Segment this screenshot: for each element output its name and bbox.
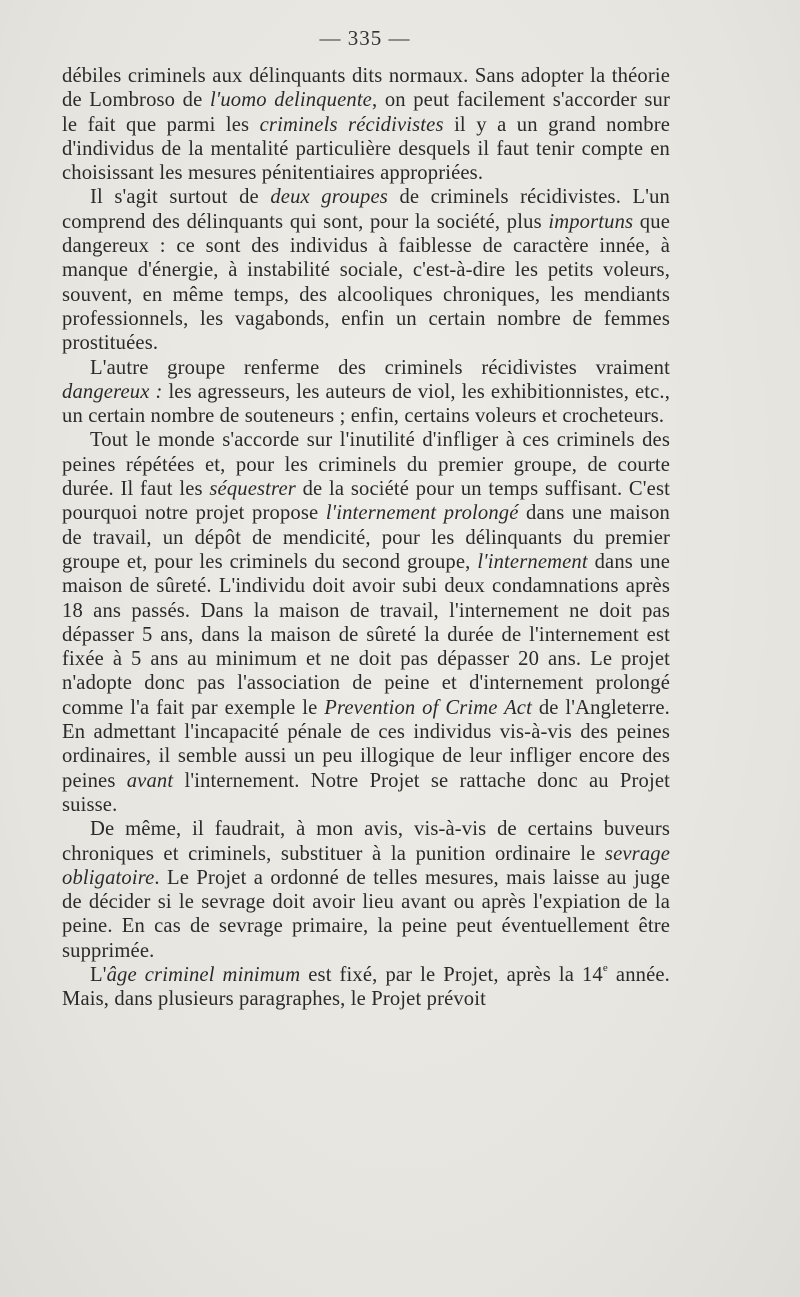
text-run: Il s'agit surtout de	[90, 186, 271, 209]
italic-text: criminels récidivistes	[259, 113, 444, 136]
text-run: dans une maison de sûreté. L'individu doit avoir subi deux condamnations après 18 ans passés. Dans la maison de travail, l'internement ne doit pas dépasser 5 ans, dans la maison de sûreté la durée de l'internement est fixée à 5 ans au minimum et ne doit pas dépasser 20 ans. Le projet n'adopte donc pas l'association de peine et d'internement prolongé comme l'a fait par exemple le	[62, 550, 670, 719]
text-run: que dangereux : ce sont des individus à faiblesse de caractère innée, à manque d'énergie, à instabilité sociale, c'est-à-dire les petits voleurs, souvent, en même temps, des alcooliques chroniques, les mendiants professionnels, les vagabonds, enfin un certain nombre de femmes prostituées.	[62, 210, 670, 355]
page-number: — 335 —	[319, 26, 411, 50]
italic-text: importuns	[548, 210, 634, 233]
text-run: L'autre groupe renferme des criminels récidivistes vraiment	[90, 356, 670, 379]
body-text	[62, 64, 670, 1012]
italic-text: avant	[126, 769, 174, 792]
italic-text: séquestrer	[209, 478, 296, 501]
text-run: . Le Projet a ordonné de telles mesures, mais laisse au juge de décider si le sevrage doit avoir lieu avant ou après l'expiation de la peine. En cas de sevrage primaire, la peine peut éventuellement être supprimée.	[62, 866, 670, 962]
italic-text: l'internement prolongé	[325, 502, 519, 525]
italic-text: dangereux :	[62, 380, 163, 403]
italic-text: Prevention of Crime Act	[324, 696, 532, 719]
text-run: De même, il faudrait, à mon avis, vis-à-vis de certains buveurs chroniques et criminels, substituer à la punition ordinaire le	[62, 818, 670, 865]
paragraph-p3	[62, 356, 670, 429]
italic-text: l'internement	[477, 550, 588, 573]
text-run: année. Mais, dans plusieurs paragraphes, le Projet prévoit	[62, 963, 670, 1011]
paragraph-p5	[62, 817, 670, 963]
superscript: e	[602, 961, 608, 974]
paragraph-p6	[62, 963, 670, 1012]
text-run: l'internement. Notre Projet se rattache donc au Projet suisse.	[62, 769, 670, 816]
text-run: Tout le monde s'accorde sur l'inutilité d'infliger à ces criminels des peines répétées et, pour les criminels du premier groupe, de courte durée. Il faut les	[62, 429, 670, 501]
text-run: débiles criminels aux délinquants dits normaux. Sans adopter la théorie de Lombroso de	[62, 65, 670, 112]
text-run: dans une maison de travail, un dépôt de mendicité, pour les délinquants du premier groupe et, pour les criminels du second groupe,	[62, 502, 670, 573]
paragraph-p4	[62, 428, 670, 817]
text-run: de la société pour un temps suffisant. C'est pourquoi notre projet propose	[62, 478, 670, 525]
italic-text: l'uomo delinquente	[209, 89, 372, 112]
paragraph-p2	[62, 185, 670, 355]
text-run: les agresseurs, les auteurs de viol, les exhibitionnistes, etc., un certain nombre de souteneurs ; enfin, certains voleurs et crocheteurs.	[62, 380, 671, 428]
text-run: est fixé, par le Projet, après la 14	[300, 963, 603, 986]
text-run: de l'Angleterre. En admettant l'incapacité pénale de ces individus vis-à-vis des peines ordinaires, il semble aussi un peu illogique de leur infliger encore des peines	[62, 696, 670, 792]
italic-text: sevrage obligatoire	[62, 842, 670, 889]
italic-text: âge criminel minimum	[106, 963, 301, 986]
paragraph-p1	[62, 64, 670, 185]
text-run: de criminels récidivistes. L'un comprend des délinquants qui sont, pour la société, plus	[62, 186, 670, 233]
italic-text: deux groupes	[270, 186, 388, 209]
text-run: , on peut facilement s'accorder sur le fait que parmi les	[62, 89, 671, 136]
text-run: L'	[90, 963, 107, 986]
text-run: il y a un grand nombre d'individus de la mentalité particulière desquels il faut tenir compte en choisissant les mesures pénitentiaires appropriées.	[62, 113, 670, 185]
